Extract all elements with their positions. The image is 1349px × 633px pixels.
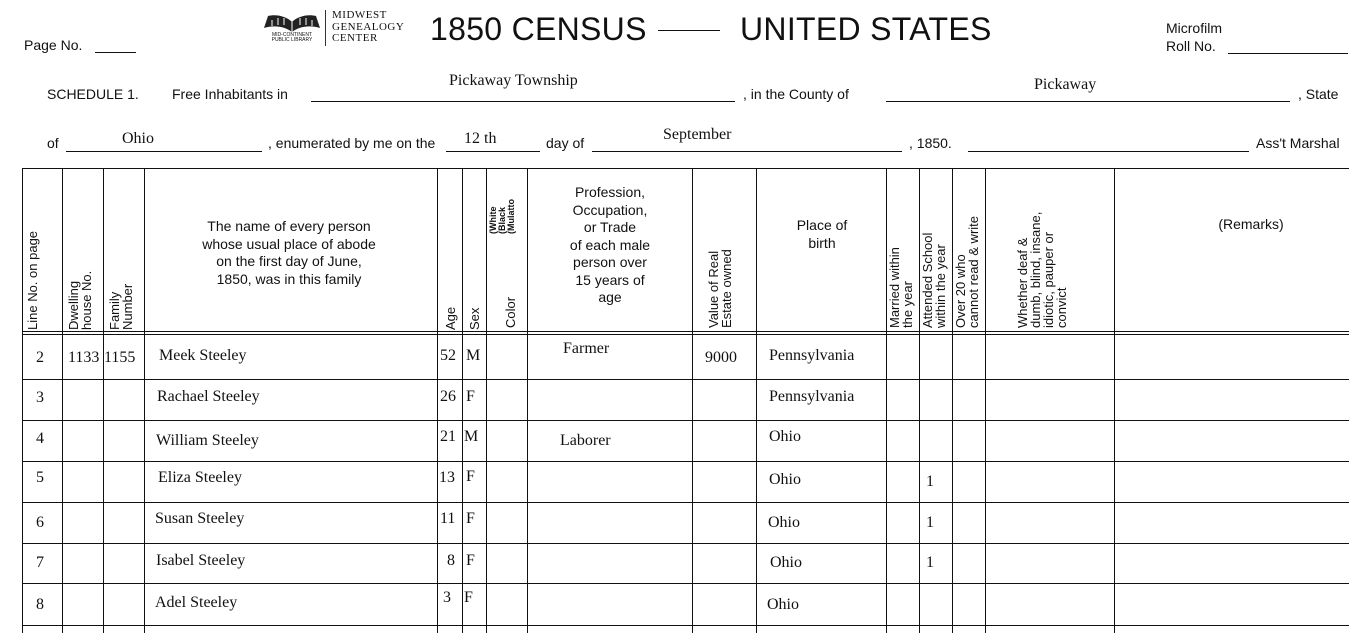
county-field[interactable] [886,101,1290,102]
row-divider [22,583,1349,584]
row-divider [22,420,1349,421]
table-row-school: 1 [926,473,934,490]
table-row-school: 1 [926,554,934,571]
marshal-label: Ass't Marshal [1256,135,1340,151]
township-value: Pickaway Township [449,72,578,89]
column-divider [692,168,693,633]
table-row-sex: F [464,589,473,606]
family-header: Family Number [107,283,135,330]
table-row-name: Susan Steeley [155,510,245,527]
township-field[interactable] [311,101,735,102]
day-field[interactable] [446,151,540,152]
table-row-birth: Ohio [769,428,801,445]
column-divider [527,168,528,633]
table-row-line-no: 8 [36,596,44,613]
column-divider [952,168,953,633]
page-no-label: Page No. [24,37,83,53]
table-row-school: 1 [926,514,934,531]
line-no-header: Line No. on page [25,230,40,330]
column-divider [985,168,986,633]
sex-header: Sex [467,307,482,330]
column-divider [144,168,145,633]
real-estate-header: Value of Real Estate owned [706,249,734,328]
of-label: of [47,135,59,151]
header-bottom-border-double [22,334,1349,335]
table-top-border [22,168,1349,169]
column-divider [756,168,757,633]
table-row-name: Adel Steeley [155,594,238,611]
table-row-age: 3 [443,589,451,606]
day-value: 12 th [464,130,497,147]
row-divider [22,379,1349,380]
column-divider [1114,168,1115,633]
table-row-sex: F [466,552,475,569]
microfilm-label: Microfilm [1166,20,1222,36]
row-divider [22,625,1349,626]
table-row-occupation: Farmer [563,340,610,357]
column-divider [103,168,104,633]
table-row-line-no: 2 [36,349,44,366]
table-row-sex: F [466,510,475,527]
row-divider [22,502,1349,503]
remarks-header: (Remarks) [1218,216,1284,232]
state-value: Ohio [122,130,154,147]
row-divider [22,461,1349,462]
table-row-real-estate: 9000 [705,349,737,366]
name-header: The name of every person whose usual place of abode on the first day of June, 1850, was in this family [202,218,376,287]
roll-no-field[interactable] [1228,53,1348,54]
marshal-field[interactable] [968,151,1249,152]
logo-subtext: MID-CONTINENT PUBLIC LIBRARY [271,32,313,43]
table-row-sex: F [466,388,475,405]
column-divider [886,168,887,633]
table-row-name: William Steeley [156,432,259,449]
table-row-age: 11 [440,510,456,527]
table-row-line-no: 3 [36,389,44,406]
table-row-age: 8 [447,552,455,569]
table-row-sex: M [466,347,481,364]
book-logo-icon [262,12,322,34]
table-row-line-no: 6 [36,514,44,531]
table-row-age: 52 [440,347,456,364]
column-divider [62,168,63,633]
table-row-occupation: Laborer [560,432,611,449]
table-row-birth: Pennsylvania [769,347,855,364]
month-value: September [663,126,732,143]
table-row-family: 1155 [104,349,136,366]
table-row-dwelling: 1133 [68,349,100,366]
color-header: Color [503,296,518,328]
day-of-label: day of [546,135,585,151]
state-field[interactable] [66,151,262,152]
free-inhabitants-label: Free Inhabitants in [172,86,288,102]
logo-wordmark: MIDWEST GENEALOGY CENTER [332,9,405,44]
table-row-name: Meek Steeley [159,347,247,364]
column-divider [486,168,487,633]
table-row-age: 26 [440,388,456,405]
logo-divider [325,10,326,46]
married-header: Married within the year [887,247,915,328]
age-header: Age [443,306,458,330]
table-row-birth: Pennsylvania [769,388,855,405]
year-label: , 1850. [909,135,952,151]
table-row-sex: M [464,428,479,445]
column-divider [437,168,438,633]
schedule-label: SCHEDULE 1. [47,86,139,102]
page-no-field[interactable] [95,52,136,53]
school-header: Attended School within the year [920,232,948,328]
enumerated-label: , enumerated by me on the [268,135,436,151]
country-title: UNITED STATES [740,11,992,47]
table-row-birth: Ohio [770,554,802,571]
table-row-age: 13 [439,469,455,486]
header-bottom-border [22,331,1349,332]
table-row-birth: Ohio [767,596,799,613]
table-row-sex: F [466,468,475,485]
month-field[interactable] [592,151,902,152]
county-value: Pickaway [1034,76,1097,93]
color-options-header: (White (Black (Mulatto [488,199,516,234]
table-row-line-no: 7 [36,554,44,571]
title-dash [658,30,720,31]
profession-header: Profession, Occupation, or Trade of each male person over 15 years of age [569,184,651,305]
dwelling-header: Dwelling house No. [66,270,94,330]
table-row-age: 21 [440,428,456,445]
table-row-name: Eliza Steeley [158,469,242,486]
table-row-name: Rachael Steeley [157,388,260,405]
table-row-birth: Ohio [769,471,801,488]
column-divider [22,168,23,633]
table-row-line-no: 5 [36,469,44,486]
birth-header: Place of birth [796,217,848,251]
roll-no-label: Roll No. [1166,38,1216,54]
table-row-birth: Ohio [768,514,800,531]
deaf-blind-header: Whether deaf & dumb, blind, insane, idiotic, pauper or convict [1015,211,1069,328]
column-divider [462,168,463,633]
census-title: 1850 CENSUS [430,11,647,47]
table-row-line-no: 4 [36,430,44,447]
county-label: , in the County of [743,86,849,102]
table-row-name: Isabel Steeley [156,552,246,569]
row-divider [22,543,1349,544]
read-write-header: Over 20 who cannot read & write [953,215,981,328]
state-label: , State [1298,86,1339,102]
